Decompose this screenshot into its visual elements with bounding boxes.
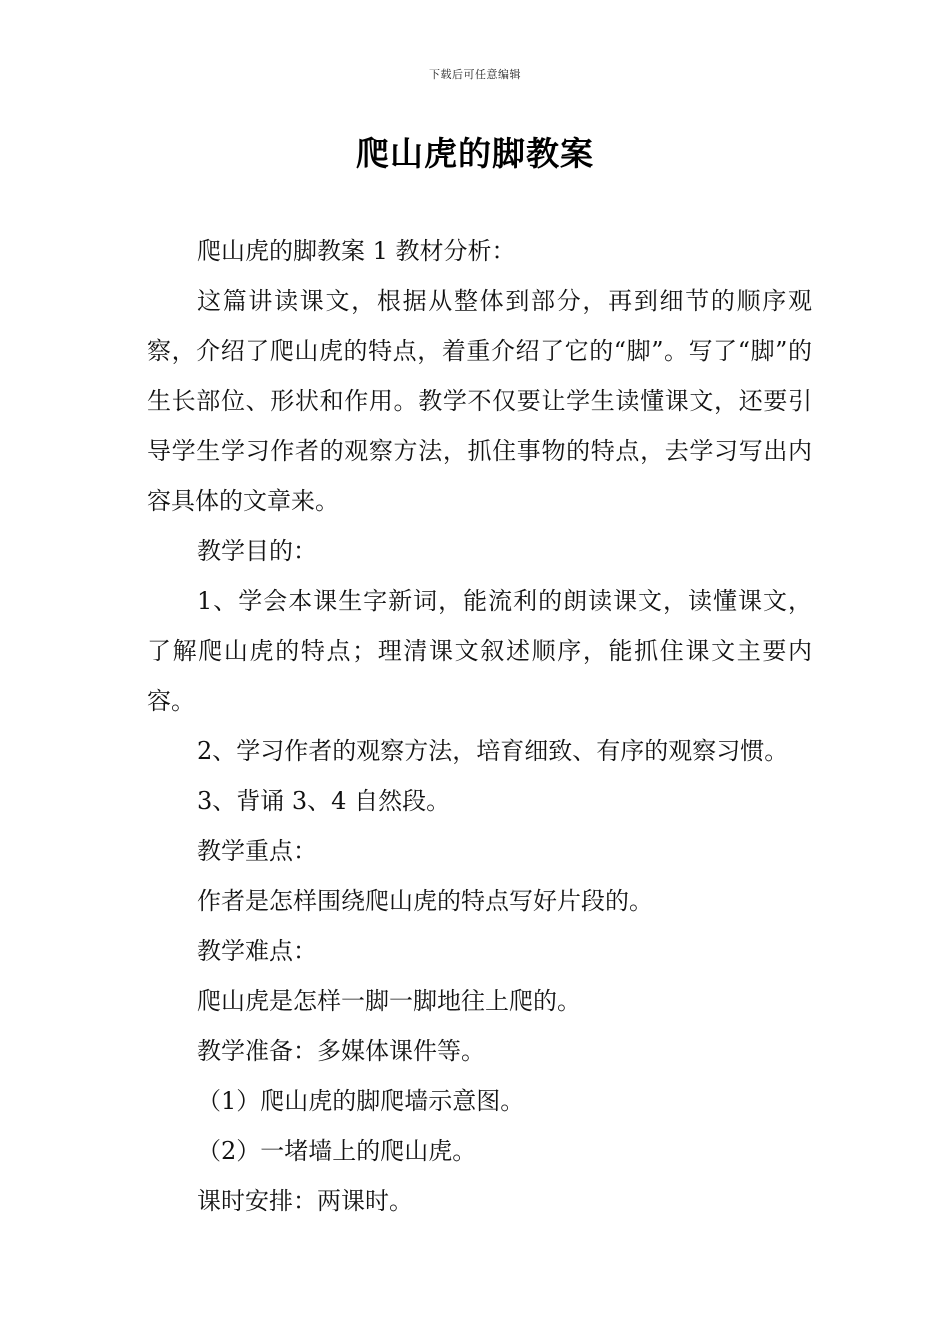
preparation-item-1: （1）爬山虎的脚爬墙示意图。 — [197, 1087, 525, 1115]
difficulties-text: 爬山虎是怎样一脚一脚地往上爬的。 — [197, 987, 581, 1015]
key-points-text: 作者是怎样围绕爬山虎的特点写好片段的。 — [197, 887, 653, 915]
section-heading-objectives: 教学目的： — [197, 537, 317, 565]
header-note: 下载后可任意编辑 — [429, 68, 521, 81]
section-heading-analysis: 爬山虎的脚教案 1 教材分析： — [197, 237, 516, 265]
paragraph-analysis: 这篇讲读课文，根据从整体到部分，再到细节的顺序观察，介绍了爬山虎的特点，着重介绍了它的“脚”。写了“脚”的生长部位、形状和作用。教学不仅要让学生读懂课文，还要引导学生学习作者的观察方法，抓住事物的特点，去学习写出内容具体的文章来。 — [147, 287, 812, 515]
section-heading-difficulties: 教学难点： — [197, 937, 317, 965]
objective-item-2: 2、学习作者的观察方法，培育细致、有序的观察习惯。 — [197, 737, 789, 765]
objective-item-3: 3、背诵 3、4 自然段。 — [197, 787, 451, 815]
document-title: 爬山虎的脚教案 — [356, 134, 594, 173]
schedule-text: 课时安排：两课时。 — [197, 1187, 413, 1215]
preparation-text: 教学准备：多媒体课件等。 — [197, 1037, 485, 1065]
objective-item-1: 1、学会本课生字新词，能流利的朗读课文，读懂课文，了解爬山虎的特点；理清课文叙述顺序，能抓住课文主要内容。 — [147, 587, 812, 715]
preparation-item-2: （2）一堵墙上的爬山虎。 — [197, 1137, 477, 1165]
document-body — [147, 226, 812, 1226]
section-heading-key-points: 教学重点： — [197, 837, 317, 865]
